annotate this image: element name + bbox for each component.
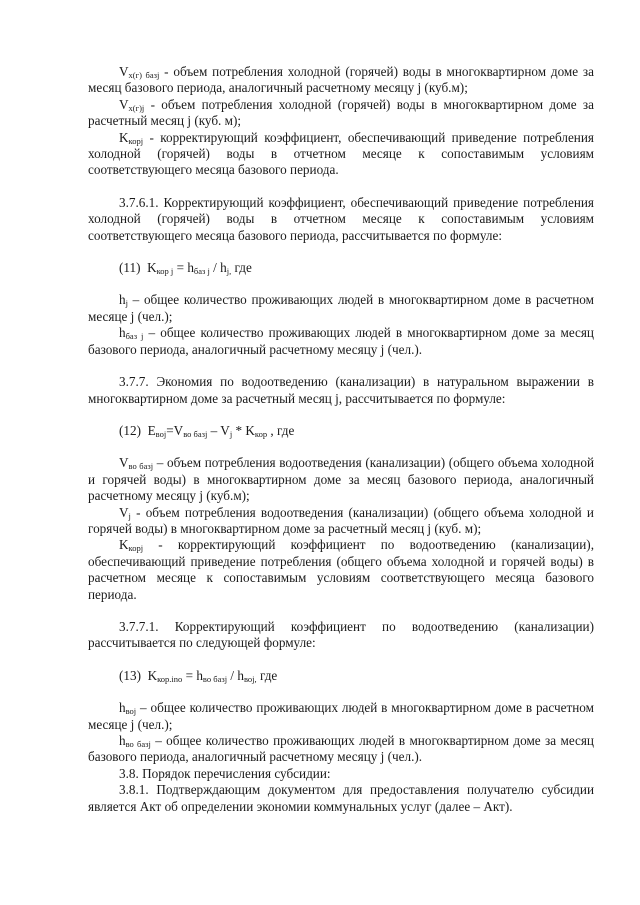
definition-h-drain-current: $h_{воj}$ – общее количество проживающих людей в многоквартирном доме в расчетном месяце j (чел.); [88,700,594,732]
formula-11: (11) $K_{кор j} = h_{баз j} / h_{j,}$ где [119,260,252,277]
section-3-7-7-1: 3.7.7.1. Корректирующий коэффициент по водоотведению (канализации) рассчитывается по следующей формуле: [88,618,594,651]
section-3-7-6-1: 3.7.6.1. Корректирующий коэффициент, обеспечивающий приведение потребления холодной (горячей) воды в отчетном месяце к сопоставимым условиям соответствующего месяца базового периода, рассчитывается по формуле: [88,194,594,243]
definition-h-base: $h_{баз j}$ – общее количество проживающих людей в многоквартирном доме за месяц базового периода, аналогичный расчетному месяцу j (чел.). [88,325,594,357]
definition-v-base: $V_{x(г) базj}$ - объем потребления холодной (горячей) воды в многоквартирном доме за месяц базового периода, аналогичный расчетному месяцу j (куб.м); [88,64,594,96]
definition-k-drain: $K_{корj}$ - корректирующий коэффициент по водоотведению (канализации), обеспечивающий приведение потребления (общего объема холодной и горячей воды) в расчетном месяце к сопоставимым условиям соответствующего месяца базового периода. [88,537,594,602]
section-3-7-7: 3.7.7. Экономия по водоотведению (канализации) в натуральном выражении в многоквартирном доме за расчетный месяц j, рассчитывается по формуле: [88,374,594,406]
definition-v-drain-current: $V_j$ - объем потребления водоотведения (канализации) (общего объема холодной и горячей воды) в многоквартирном доме за расчетный месяц j (куб. м); [88,504,594,536]
definition-h-drain-base: $h_{во базj}$ – общее количество проживающих людей в многоквартирном доме за месяц базового периода, аналогичный расчетному месяцу j (чел.). [88,733,594,765]
definition-v-current: $V_{x(г)j}$ - объем потребления холодной (горячей) воды в многоквартирном доме за расчетный месяц j (куб. м); [88,96,594,129]
section-3-8: 3.8. Порядок перечисления субсидии: [119,765,331,781]
definition-h-current: $h_j$ – общее количество проживающих людей в многоквартирном доме в расчетном месяце j (чел.); [88,292,594,324]
definition-k-corr: $K_{корj}$ - корректирующий коэффициент, обеспечивающий приведение потребления холодной (горячей) воды в отчетном месяце к сопоставимым условиям соответствующего месяца базового периода. [88,129,594,178]
document-body [88,64,594,815]
formula-12: (12) $E_{воj}=V_{во базj} - V_j * K_{кор}$ , где [119,422,295,439]
section-3-8-1: 3.8.1. Подтверждающим документом для предоставления получателю субсидии является Акт об определении экономии коммунальных услуг (далее – Акт). [88,782,594,814]
formula-13: (13) $K_{кор.ino} = h_{во базj} / h_{воj,}$ где [119,667,278,684]
definition-v-drain-base: $V_{во базj}$ – объем потребления водоотведения (канализации) (общего объема холодной и горячей воды) в многоквартирном доме за месяц базового периода, аналогичный расчетному месяцу j (куб.м); [88,455,595,504]
